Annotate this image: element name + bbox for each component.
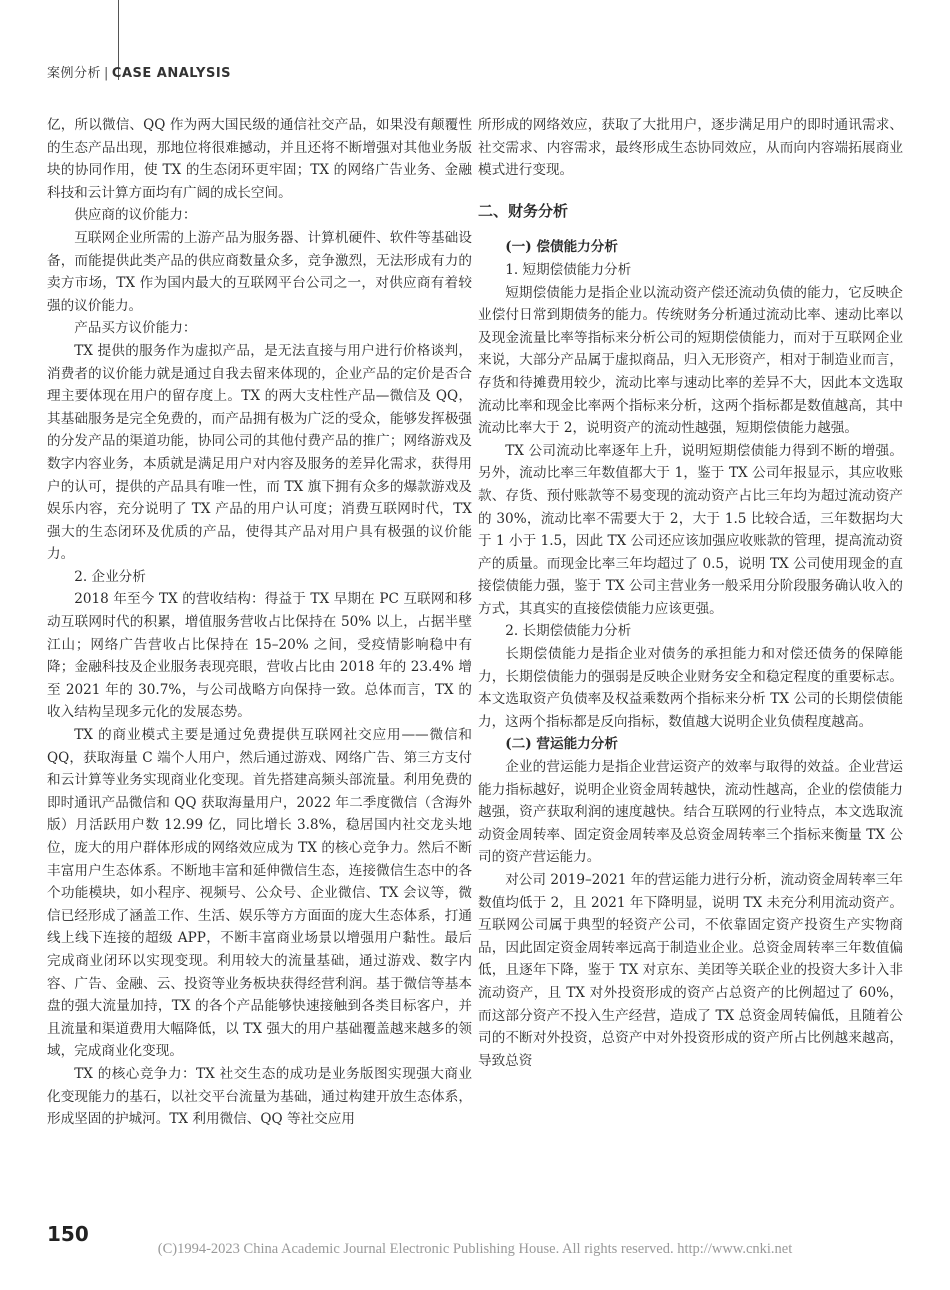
paragraph: TX 的商业模式主要是通过免费提供互联网社交应用——微信和 QQ，获取海量 C 端个人用户，然后通过游戏、网络广告、第三方支付和云计算等业务实现商业化变现。首先搭建高频头部流量。利用免费的即时通讯产品微信和 QQ 获取海量用户，2022 年二季度微信（含海外版）月活跃用户数 12.99 亿，同比增长 3.8%，稳居国内社交龙头地位，庞大的用户群体形成的网络效应成为 TX 的核心竞争力。然后不断丰富用户生态体系。不断地丰富和延伸微信生态，连接微信生态中的各个功能模块，如小程序、视频号、公众号、企业微信、TX 会议等，微信已经形成了涵盖工作、生活、娱乐等方方面面的庞大生态体系，打通线上线下连接的超级 APP，不断丰富商业场景以增强用户黏性。最后完成商业闭环以实现变现。利用较大的流量基础，通过游戏、数字内容、广告、金融、云、投资等业务板块获得经营利润。基于微信等基本盘的强大流量加持，TX 的各个产品能够快速接触到各类目标客户，并且流量和渠道费用大幅降低，以 TX 强大的用户基础覆盖越来越多的领域，完成商业化变现。 bbox=[47, 727, 472, 1060]
paragraph: 供应商的议价能力： bbox=[74, 207, 197, 224]
paragraph: 产品买方议价能力： bbox=[74, 320, 197, 337]
page-number: 150 bbox=[47, 1222, 89, 1246]
paragraph: 2018 年至今 TX 的营收结构：得益于 TX 早期在 PC 互联网和移动互联网时代的积累，增值服务营收占比保持在 50% 以上，占据半壁江山；网络广告营收占比保持在 15–20% 之间，受疫情影响稳中有降；金融科技及企业服务表现亮眼，营收占比由 2018 年的 23.4% 增至 2021 年的 30.7%，与公司战略方向保持一致。总体而言，TX 的收入结构呈现多元化的发展态势。 bbox=[47, 591, 472, 721]
subheading: 2. 企业分析 bbox=[74, 568, 146, 585]
paragraph: 所形成的网络效应，获取了大批用户，逐步满足用户的即时通讯需求、社交需求、内容需求，最终形成生态协同效应，从而向内容端拓展商业模式进行变现。 bbox=[478, 117, 903, 179]
left-column bbox=[47, 114, 472, 1131]
paragraph: 长期偿债能力是指企业对债务的承担能力和对偿还债务的保障能力，长期偿债能力的强弱是反映企业财务安全和稳定程度的重要标志。本文选取资产负债率及权益乘数两个指标来分析 TX 公司的长期偿债能力，这两个指标都是反向指标，数值越大说明企业负债程度越高。 bbox=[478, 646, 903, 730]
paragraph: 对公司 2019–2021 年的营运能力进行分析，流动资金周转率三年数值均低于 2，且 2021 年下降明显，说明 TX 未充分利用流动资产。互联网公司属于典型的轻资产公司，不依靠固定资产投资生产实物商品，因此固定资金周转率远高于制造业企业。总资金周转率三年数值偏低，且逐年下降，鉴于 TX 对京东、美团等关联企业的投资大多计入非流动资产，且 TX 对外投资形成的资产占总资产的比例超过了 60%，而这部分资产不投入生产经营，造成了 TX 总资金周转偏低，且随着公司的不断对外投资，总资产中对外投资形成的资产所占比例越来越高，导致总资 bbox=[478, 872, 903, 1069]
header-en: CASE ANALYSIS bbox=[111, 66, 232, 81]
paragraph: TX 公司流动比率逐年上升，说明短期偿债能力得到不断的增强。另外，流动比率三年数值都大于 1，鉴于 TX 公司年报显示，其应收账款、存货、预付账款等不易变现的流动资产占比三年均为超过流动资产的 30%，流动比率不需要大于 2，大于 1.5 比较合适，三年数据均大于 1 小于 1.5，因此 TX 公司还应该加强应收账款的管理，提高流动资产的质量。而现金比率三年均超过了 0.5，说明 TX 公司使用现金的直接偿债能力强，鉴于 TX 公司主营业务一般采用分阶段服务确认收入的方式，其真实的直接偿债能力应该更强。 bbox=[478, 442, 903, 617]
paragraph: 亿，所以微信、QQ 作为两大国民级的通信社交产品，如果没有颠覆性的生态产品出现，那地位将很难撼动，并且还将不断增强对其他业务版块的协同作用，使 TX 的生态闭环更牢固；TX 的网络广告业务、金融科技和云计算方面均有广阔的成长空间。 bbox=[47, 117, 472, 201]
section-title: 二、财务分析 bbox=[478, 201, 569, 220]
paragraph: 企业的营运能力是指企业营运资产的效率与取得的效益。企业营运能力指标越好，说明企业资金周转越快，流动性越高，企业的偿债能力越强，资产获取利润的速度越快。结合互联网的行业特点，本文选取流动资金周转率、固定资金周转率及总资金周转率三个指标来衡量 TX 公司的资产营运能力。 bbox=[478, 759, 903, 866]
subsection-title: (二) 营运能力分析 bbox=[505, 736, 618, 753]
subheading: 1. 短期偿债能力分析 bbox=[505, 261, 632, 278]
subheading: 2. 长期偿债能力分析 bbox=[505, 623, 632, 640]
header-sep: | bbox=[104, 66, 109, 81]
right-column bbox=[478, 114, 903, 1072]
subsection-title: (一) 偿债能力分析 bbox=[505, 239, 618, 256]
paragraph: 短期偿债能力是指企业以流动资产偿还流动负债的能力，它反映企业偿付日常到期债务的能力。传统财务分析通过流动比率、速动比率以及现金流量比率等指标来分析公司的短期偿债能力，而对于互联网企业来说，大部分产品属于虚拟商品，归入无形资产，相对于制造业而言，存货和待摊费用较少，流动比率与速动比率的差异不大，因此本文选取流动比率和现金比率两个指标来分析，这两个指标都是数值越高，其中流动比率大于 2，说明资产的流动性越强，短期偿债能力越强。 bbox=[478, 284, 903, 437]
paragraph: 互联网企业所需的上游产品为服务器、计算机硬件、软件等基础设备，而能提供此类产品的供应商数量众多，竞争激烈，无法形成有力的卖方市场，TX 作为国内最大的互联网平台公司之一，对供应商有着较强的议价能力。 bbox=[47, 229, 472, 314]
running-header bbox=[47, 62, 231, 81]
paragraph: TX 提供的服务作为虚拟产品，是无法直接与用户进行价格谈判，消费者的议价能力就是通过自我去留来体现的，企业产品的定价是否合理主要体现在用户的留存度上。TX 的两大支柱性产品—微信及 QQ，其基础服务是完全免费的，而产品拥有极为广泛的受众，能够发挥极强的分发产品的渠道功能，协同公司的其他付费产品的推广；网络游戏及数字内容业务，本质就是满足用户对内容及服务的差异化需求，获得用户的认可，提供的产品具有唯一性，而 TX 旗下拥有众多的爆款游戏及娱乐内容，充分说明了 TX 产品的用户认可度；消费互联网时代，TX 强大的生态闭环及优质的产品，使得其产品对用户具有极强的议价能力。 bbox=[47, 342, 472, 563]
copyright-footer: (C)1994-2023 China Academic Journal Electronic Publishing House. All rights reserved. http://www.cnki.net bbox=[157, 1241, 793, 1257]
paragraph: TX 的核心竞争力：TX 社交生态的成功是业务版图实现强大商业化变现能力的基石，以社交平台流量为基础，通过构建开放生态体系，形成坚固的护城河。TX 利用微信、QQ 等社交应用 bbox=[47, 1065, 472, 1128]
header-cn: 案例分析 bbox=[47, 66, 102, 81]
